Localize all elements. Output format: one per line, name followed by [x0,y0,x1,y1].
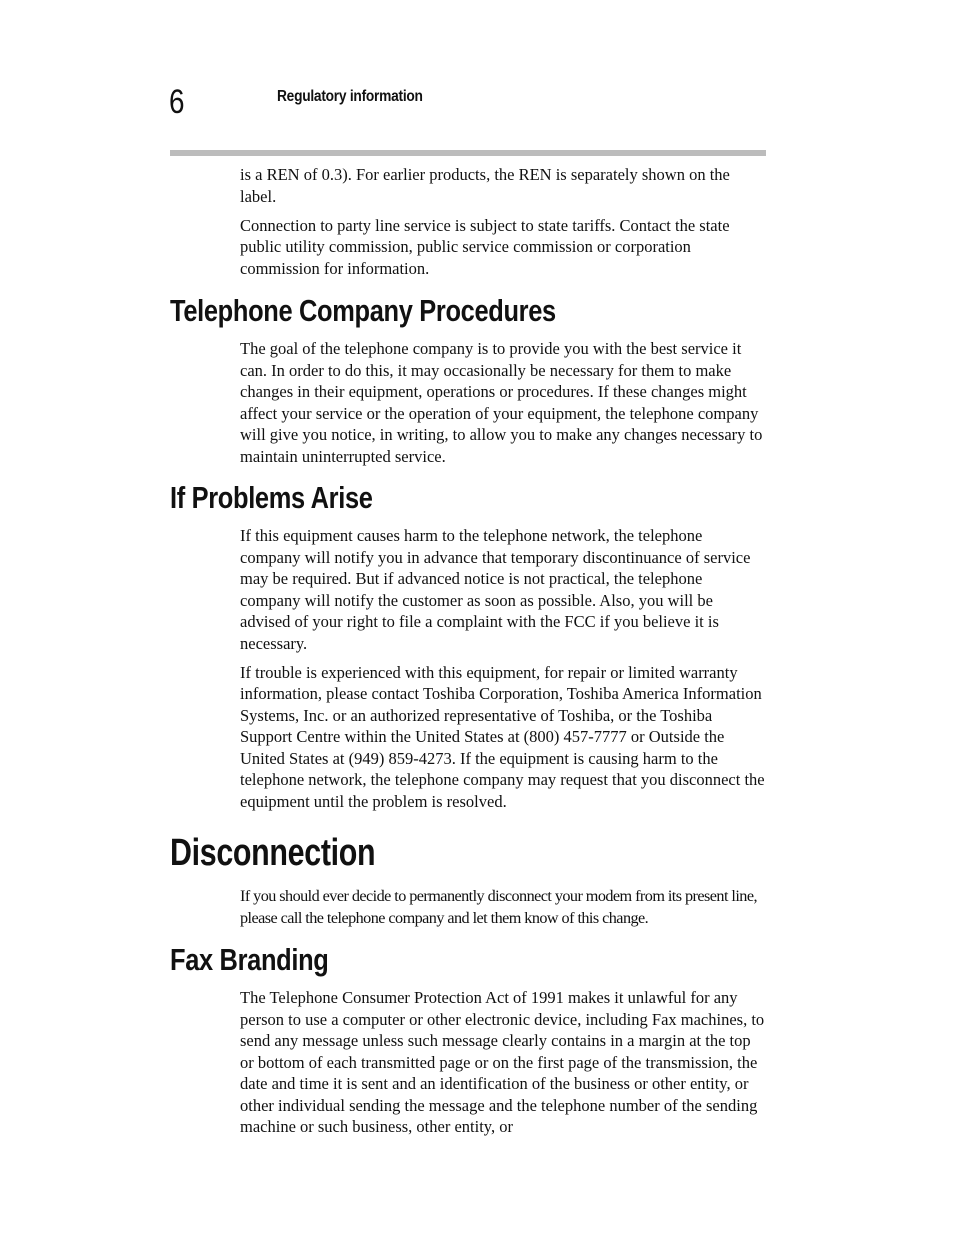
paragraph: The goal of the telephone company is to provide you with the best service it can. In order to do this, it may occasionally be necessary for them to make changes in their equipment, operations or procedures. If these changes might affect your service or the operation of your equipment, the telephone company will give you notice, in writing, to allow you to make any changes necessary to maintain uninterrupted service. [240,339,763,466]
header-rule [170,150,766,156]
page-number: 6 [169,83,185,121]
section-body-disconnection [240,885,766,937]
section-heading-telephone-company-procedures: Telephone Company Procedures [170,293,556,328]
paragraph: is a REN of 0.3). For earlier products, the REN is separately shown on the label. [240,165,730,206]
intro-text [240,164,766,287]
paragraph: If this equipment causes harm to the telephone network, the telephone company will notify you in advance that temporary discontinuance of service may be required. But if advanced notice is not practical, the telephone company will notify the customer as soon as possible. Also, you will be advised of your right to file a complaint with the FCC if you believe it is necessary. [240,526,751,653]
paragraph: Connection to party line service is subject to state tariffs. Contact the state public utility commission, public service commission or corporation commission for information. [240,215,730,278]
section-heading-disconnection: Disconnection [170,832,376,874]
paragraph: If trouble is experienced with this equipment, for repair or limited warranty information, please contact Toshiba Corporation, Toshiba America Information Systems, Inc. or an authorized representative of Toshiba, or the Toshiba Support Centre within the United States at (800) 457-7777 or Outside the United States at (949) 859-4273. If the equipment is causing harm to the telephone network, the telephone company may request that you disconnect the equipment until the problem is resolved. [240,662,765,811]
section-body-fax-branding [240,987,766,1145]
section-heading-fax-branding: Fax Branding [170,942,329,977]
section-body-if-problems-arise [240,525,766,820]
paragraph: If you should ever decide to permanently disconnect your modem from its present line, please call the telephone company and let them know of this change. [240,887,757,927]
running-head: Regulatory information [277,88,423,105]
section-heading-if-problems-arise: If Problems Arise [170,480,373,515]
section-body-telephone-company-procedures [240,338,766,475]
paragraph: The Telephone Consumer Protection Act of 1991 makes it unlawful for any person to use a computer or other electronic device, including Fax machines, to send any message unless such message clearly contains in a margin at the top or bottom of each transmitted page or on the first page of the transmission, the date and time it is sent and an identification of the business or other entity, or other individual sending the message and the telephone number of the sending machine or such business, other entity, or [240,988,765,1136]
